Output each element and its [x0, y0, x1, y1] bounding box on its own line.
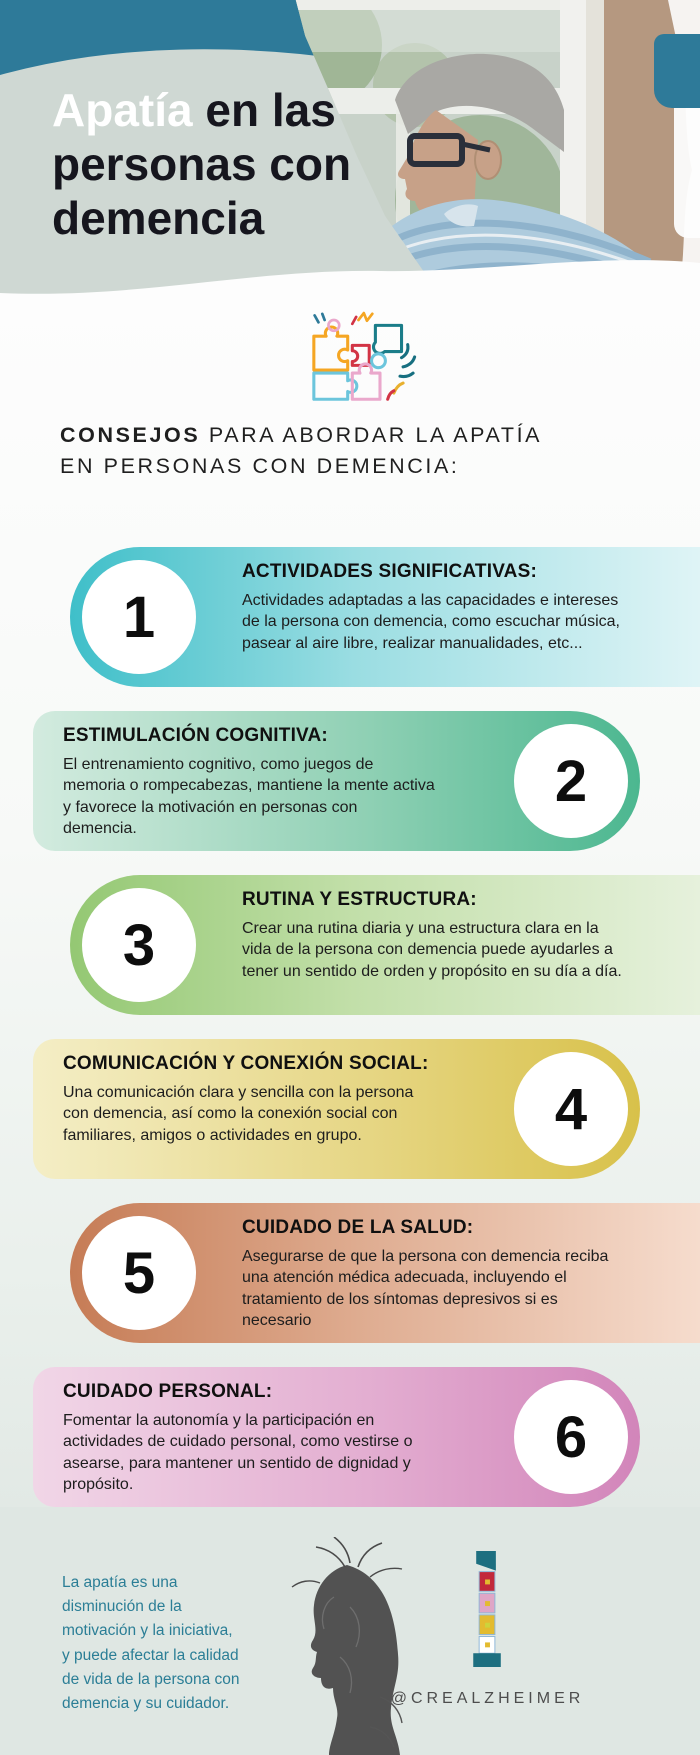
tip-number-badge: 1	[82, 560, 196, 674]
puzzle-icon	[265, 310, 435, 410]
tip-body: Crear una rutina diaria y una estructura clara en la vida de la persona con demencia puede ayudarles a tener un sentido de orden y propósito en su día a día.	[242, 920, 622, 980]
tip-body: Asegurarse de que la persona con demencia reciba una atención médica adecuada, incluyendo el tratamiento de los síntomas depresivos si es necesario	[242, 1248, 609, 1329]
brand-block	[385, 1549, 590, 1708]
header-bottom-wave	[0, 243, 700, 300]
icon-row	[0, 300, 700, 410]
footer-note: La apatía es una disminución de la motivación y la iniciativa, y puede afectar la calidad de vida de la persona con demencia y su cuidador.	[62, 1574, 240, 1712]
main-content	[0, 300, 700, 1507]
intro-heading-line2: EN PERSONAS CON DEMENCIA:	[60, 453, 460, 478]
page-title-line2: personas con	[52, 137, 352, 190]
teal-brush-patch	[654, 34, 700, 108]
tip-title: ACTIVIDADES SIGNIFICATIVAS:	[242, 561, 537, 583]
tip-body: Una comunicación clara y sencilla con la persona con demencia, así como la conexión social con familiares, amigos o actividades en grupo.	[63, 1084, 414, 1144]
tip-title: CUIDADO PERSONAL:	[63, 1381, 273, 1403]
torn-paper-edge	[674, 88, 700, 238]
tip-number-badge: 2	[514, 724, 628, 838]
tip-card-1	[0, 547, 700, 687]
tip-body: Fomentar la autonomía y la participación en actividades de cuidado personal, como vestirse o asearse, para mantener un sentido de dignidad y propósito.	[63, 1412, 413, 1493]
tip-title: COMUNICACIÓN Y CONEXIÓN SOCIAL:	[63, 1053, 429, 1075]
tip-number-badge: 4	[514, 1052, 628, 1166]
tip-card-3	[0, 875, 700, 1015]
tip-number-badge: 5	[82, 1216, 196, 1330]
tip-title: ESTIMULACIÓN COGNITIVA:	[63, 725, 328, 747]
tip-body: Actividades adaptadas a las capacidades e intereses de la persona con demencia, como escuchar música, pasear al aire libre, realizar manualidades, etc...	[242, 592, 620, 652]
page-title-line1: Apatía en las	[52, 84, 336, 136]
tip-number-badge: 6	[514, 1380, 628, 1494]
page-title-line3: demencia	[52, 191, 265, 244]
page-title-highlight: Apatía	[52, 84, 193, 136]
tip-body: El entrenamiento cognitivo, como juegos de memoria o rompecabezas, mantiene la mente activa y favorece la motivación en personas con demencia.	[63, 756, 435, 837]
brand-handle: @CREALZHEIMER	[390, 1690, 585, 1708]
intro-heading	[60, 420, 700, 481]
tip-card-6-text	[0, 1367, 435, 1495]
header	[0, 0, 700, 300]
crealzheimer-number-one-logo	[468, 1549, 508, 1667]
tip-title: CUIDADO DE LA SALUD:	[242, 1217, 474, 1239]
tip-card-6	[0, 1367, 700, 1507]
page-title	[52, 84, 351, 245]
tip-card-2	[0, 711, 700, 851]
tip-title: RUTINA Y ESTRUCTURA:	[242, 889, 477, 911]
tip-number-badge: 3	[82, 888, 196, 1002]
footer	[0, 1507, 700, 1755]
tips-list	[0, 547, 700, 1507]
tip-card-4-text	[0, 1039, 435, 1146]
intro-heading-line1: CONSEJOS PARA ABORDAR LA APATÍA	[60, 423, 543, 447]
tip-card-4	[0, 1039, 700, 1179]
tip-card-2-text	[0, 711, 435, 839]
tip-card-5	[0, 1203, 700, 1343]
